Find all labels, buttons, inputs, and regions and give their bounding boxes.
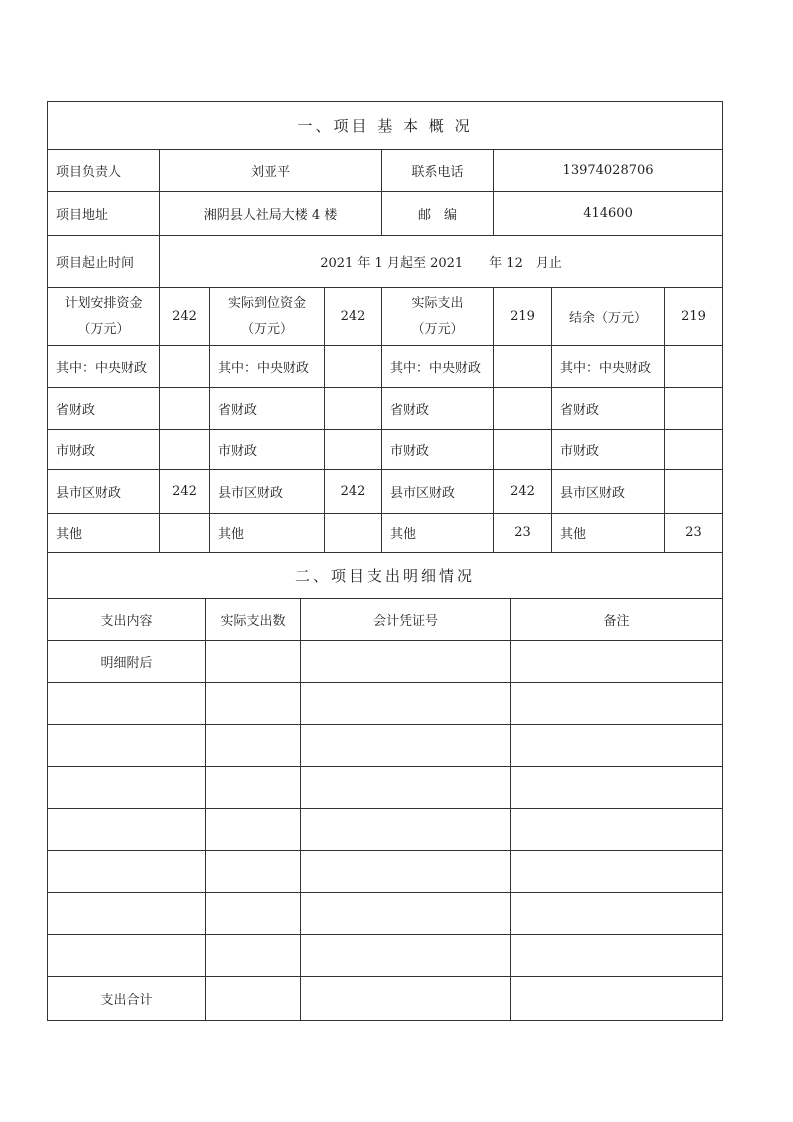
table-row	[48, 640, 723, 682]
address-label: 项目地址	[48, 192, 160, 236]
column-header-content: 支出内容	[48, 598, 206, 640]
received-funds-label-line-2: （万元）	[240, 321, 293, 337]
postcode-label: 邮 编	[382, 192, 494, 236]
spent-funds-label-line-1: 实际支出	[411, 295, 464, 311]
period-value: 2021 年 1 月起至 2021 年 12 月止	[160, 236, 723, 288]
fund-source-label: 省财政	[552, 388, 665, 430]
fund-source-row-city	[48, 430, 723, 470]
fund-source-value	[325, 430, 382, 470]
total-label: 支出合计	[48, 976, 206, 1020]
table-row	[48, 850, 723, 892]
fund-source-label: 县市区财政	[210, 470, 325, 514]
fund-source-label: 其中：中央财政	[552, 346, 665, 388]
fund-source-value: 242	[160, 470, 210, 514]
fund-source-value	[494, 346, 552, 388]
fund-source-label: 市财政	[382, 430, 494, 470]
table-row	[48, 808, 723, 850]
fund-source-label: 其中：中央财政	[210, 346, 325, 388]
fund-source-value: 23	[494, 514, 552, 552]
spent-funds-value: 219	[494, 288, 552, 346]
section-2-title: 二、项目支出明细情况	[48, 552, 723, 598]
fund-source-label: 其他	[552, 514, 665, 552]
planned-funds-label-line-2: （万元）	[77, 321, 130, 337]
table-row	[48, 892, 723, 934]
project-overview-table	[47, 101, 723, 552]
fund-source-value	[325, 346, 382, 388]
fund-source-label: 市财政	[552, 430, 665, 470]
fund-source-row-other	[48, 514, 723, 552]
leader-value: 刘亚平	[160, 150, 382, 192]
fund-source-value	[665, 430, 723, 470]
fund-source-label: 市财政	[48, 430, 160, 470]
postcode-value: 414600	[494, 192, 723, 236]
column-header-remarks: 备注	[511, 598, 723, 640]
fund-source-label: 其他	[48, 514, 160, 552]
balance-value: 219	[665, 288, 723, 346]
fund-source-value	[494, 388, 552, 430]
table-row	[48, 724, 723, 766]
section-1-title: 一、项目 基 本 概 况	[48, 102, 723, 150]
total-row	[48, 976, 723, 1020]
fund-source-value	[160, 388, 210, 430]
fund-source-value	[160, 346, 210, 388]
fund-source-value	[325, 388, 382, 430]
received-funds-label	[210, 288, 325, 346]
fund-source-label: 其他	[210, 514, 325, 552]
planned-funds-label-line-1: 计划安排资金	[64, 295, 143, 311]
expenditure-detail-table	[47, 552, 723, 1021]
fund-source-label: 省财政	[210, 388, 325, 430]
planned-funds-value: 242	[160, 288, 210, 346]
fund-source-label: 其他	[382, 514, 494, 552]
fund-source-value: 242	[325, 470, 382, 514]
fund-source-label: 县市区财政	[552, 470, 665, 514]
spent-funds-label-line-2: （万元）	[411, 321, 464, 337]
fund-source-value: 242	[494, 470, 552, 514]
fund-source-value	[160, 514, 210, 552]
fund-source-value	[665, 346, 723, 388]
address-value: 湘阴县人社局大楼 4 楼	[160, 192, 382, 236]
column-header-voucher: 会计凭证号	[301, 598, 511, 640]
planned-funds-label	[48, 288, 160, 346]
leader-label: 项目负责人	[48, 150, 160, 192]
fund-source-value: 23	[665, 514, 723, 552]
phone-label: 联系电话	[382, 150, 494, 192]
column-header-amount: 实际支出数	[206, 598, 301, 640]
fund-source-row-province	[48, 388, 723, 430]
table-row	[48, 766, 723, 808]
fund-source-label: 省财政	[382, 388, 494, 430]
report-form	[47, 101, 722, 1021]
fund-source-label: 其中：中央财政	[382, 346, 494, 388]
fund-source-row-central	[48, 346, 723, 388]
period-label: 项目起止时间	[48, 236, 160, 288]
fund-source-value	[665, 470, 723, 514]
spent-funds-label	[382, 288, 494, 346]
fund-source-label: 市财政	[210, 430, 325, 470]
fund-source-label: 其中：中央财政	[48, 346, 160, 388]
fund-source-value	[494, 430, 552, 470]
fund-source-label: 县市区财政	[48, 470, 160, 514]
balance-label: 结余（万元）	[552, 288, 665, 346]
table-row	[48, 682, 723, 724]
fund-source-value	[665, 388, 723, 430]
fund-source-label: 县市区财政	[382, 470, 494, 514]
received-funds-value: 242	[325, 288, 382, 346]
fund-source-row-county	[48, 470, 723, 514]
table-row	[48, 934, 723, 976]
fund-source-value	[160, 430, 210, 470]
phone-value: 13974028706	[494, 150, 723, 192]
fund-source-label: 省财政	[48, 388, 160, 430]
fund-source-value	[325, 514, 382, 552]
detail-attached-note: 明细附后	[48, 640, 206, 682]
received-funds-label-line-1: 实际到位资金	[227, 295, 306, 311]
